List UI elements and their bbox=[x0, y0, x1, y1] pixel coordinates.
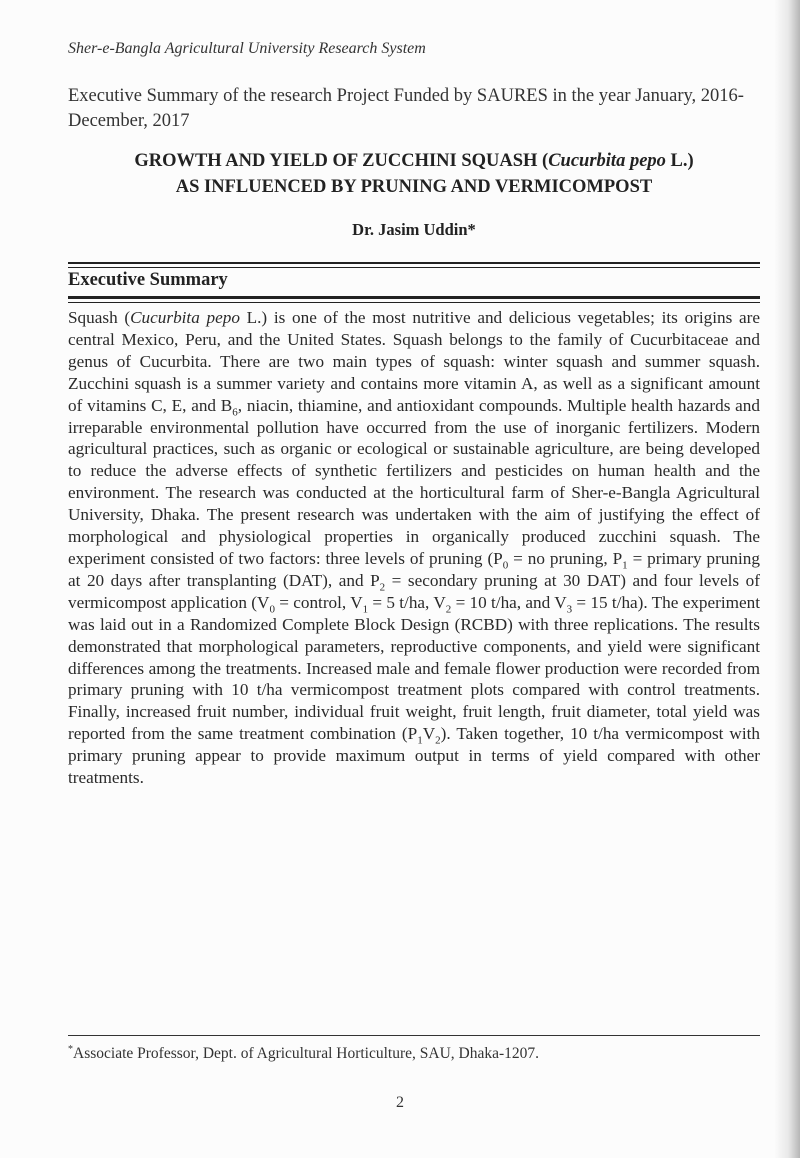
paper-title bbox=[68, 148, 760, 200]
subscript: 2 bbox=[435, 734, 441, 747]
title-line-1-post: L.) bbox=[665, 151, 694, 171]
author-name: Dr. Jasim Uddin* bbox=[352, 220, 476, 239]
summary-text: = primary pruning at 20 days after transplanting (DAT), and P bbox=[68, 548, 760, 590]
subscript: 6 bbox=[232, 406, 238, 419]
page-number: 2 bbox=[396, 1094, 404, 1111]
footnote-text: Associate Professor, Dept. of Agricultural Horticulture, SAU, Dhaka-1207. bbox=[73, 1045, 539, 1063]
title-line-1-pre: GROWTH AND YIELD OF ZUCCHINI SQUASH ( bbox=[134, 151, 549, 171]
section-heading: Executive Summary bbox=[68, 270, 228, 290]
summary-text: , niacin, thiamine, and antioxidant compounds. Multiple health hazards and irreparable environmental pollution have occurred from the use of inorganic fertilizers. Modern agricultural practices, such as organic or ecological or sustainable agriculture, are being developed to reduce the adverse effects of synthetic fertilizers and pesticides on human health and the environment. The research was conducted at the horticultural farm of Sher-e-Bangla Agricultural University, Dhaka. The present research was undertaken with the aim of justifying the effect of morphological and physiological properties in organically produced zucchini squash. The experiment consisted of two factors: three levels of pruning (P bbox=[68, 395, 760, 568]
heading-rule-bottom-thin bbox=[68, 302, 760, 303]
title-scientific-name: Cucurbita pepo bbox=[548, 151, 666, 171]
summary-text: V bbox=[422, 724, 436, 744]
summary-text: ). Taken together, 10 t/ha vermicompost with primary pruning appear to provide maximum output in terms of yield compared with other treatments. bbox=[68, 724, 760, 788]
running-header: Sher-e-Bangla Agricultural University Research System bbox=[68, 40, 426, 57]
subscript: 3 bbox=[566, 603, 573, 616]
funding-line: Executive Summary of the research Project Funded by SAURES in the year January, 2016-December, 2017 bbox=[68, 86, 744, 131]
summary-text: = 15 t/ha). The experiment was laid out in a Randomized Complete Block Design (RCBD) with three replications. The results demonstrated that morphological parameters, reproductive components, and yield were significant differences among the treatments. Increased male and female flower production were recorded from primary pruning with 10 t/ha vermicompost treatment plots compared with control treatments. Finally, increased fruit number, individual fruit weight, fruit length, fruit diameter, total yield was reported from the same treatment combination (P bbox=[68, 592, 761, 744]
summary-text: = 10 t/ha, and V bbox=[451, 592, 567, 612]
summary-text: = no pruning, P bbox=[508, 548, 623, 568]
subscript: 1 bbox=[417, 734, 423, 747]
summary-paragraph bbox=[68, 307, 760, 789]
heading-rule-top-thick bbox=[68, 262, 760, 264]
subscript: 0 bbox=[269, 603, 275, 616]
subscript: 2 bbox=[379, 581, 386, 594]
summary-text: = 5 t/ha, V bbox=[368, 592, 446, 612]
title-line-2: AS INFLUENCED BY PRUNING AND VERMICOMPOST bbox=[175, 177, 653, 197]
summary-text: = secondary pruning at 30 DAT) and four levels of vermicompost application (V bbox=[68, 570, 760, 612]
subscript: 1 bbox=[622, 559, 628, 572]
subscript: 1 bbox=[362, 603, 369, 616]
footnote bbox=[68, 1044, 760, 1063]
subscript: 0 bbox=[502, 559, 509, 572]
scan-edge-shadow bbox=[774, 0, 800, 1158]
summary-text: = control, V bbox=[274, 592, 363, 612]
footnote-rule bbox=[68, 1035, 760, 1036]
footnote-marker: * bbox=[68, 1044, 73, 1055]
summary-text: Squash ( bbox=[68, 308, 131, 327]
heading-rule-bottom-thick bbox=[68, 296, 760, 299]
subscript: 2 bbox=[445, 603, 452, 616]
summary-scientific-name: Cucurbita pepo bbox=[130, 308, 240, 327]
summary-text: L.) is one of the most nutritive and delicious vegetables; its origins are central Mexico, Peru, and the United States. Squash belongs to the family of Cucurbitaceae and genus of Cucurbita. There are two main types of squash: winter squash and summer squash. Zucchini squash is a summer variety and contains more vitamin A, as well as a significant amount of vitamins C, E, and B bbox=[68, 308, 760, 415]
heading-rule-top-thin bbox=[68, 267, 760, 268]
title-line-1 bbox=[68, 148, 760, 174]
